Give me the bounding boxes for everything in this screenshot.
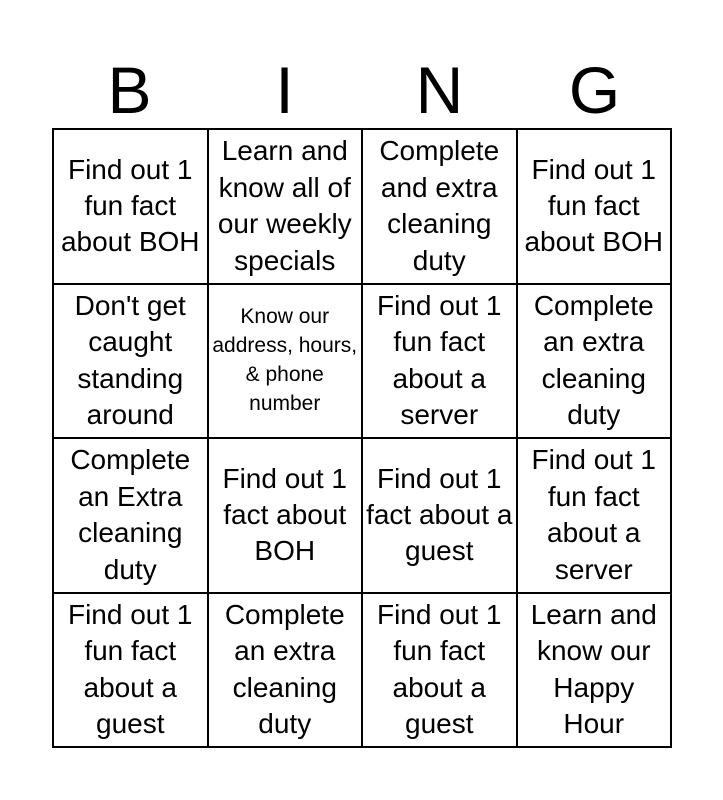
bingo-cell-text: Complete an Extra cleaning duty bbox=[70, 444, 191, 585]
bingo-cell-r3c1[interactable] bbox=[54, 439, 209, 594]
bingo-cell-r4c3[interactable] bbox=[363, 594, 518, 749]
bingo-cell-r4c1[interactable] bbox=[54, 594, 209, 749]
bingo-cell-text: Find out 1 fun fact about a guest bbox=[376, 598, 502, 740]
bingo-cell-r4c4[interactable] bbox=[518, 594, 673, 749]
bingo-cell-r2c3[interactable] bbox=[363, 285, 518, 440]
bingo-cell-text: Don't get caught standing around bbox=[74, 289, 186, 431]
bingo-cell-r1c1[interactable] bbox=[54, 130, 209, 285]
bingo-cell-r1c2[interactable] bbox=[209, 130, 364, 285]
header-letter-n: N bbox=[415, 53, 464, 127]
bingo-cell-text: Find out 1 fact about BOH bbox=[222, 462, 348, 567]
bingo-cell-r1c3[interactable] bbox=[363, 130, 518, 285]
bingo-cell-r2c2[interactable] bbox=[209, 285, 364, 440]
header-letter-g: G bbox=[568, 53, 621, 127]
bingo-cell-text: Complete and extra cleaning duty bbox=[379, 135, 500, 276]
header-letter-b: B bbox=[107, 53, 152, 127]
bingo-cell-text: Find out 1 fun fact about BOH bbox=[524, 153, 664, 258]
bingo-cell-text: Find out 1 fun fact about a guest bbox=[67, 598, 193, 740]
bingo-cell-text: Find out 1 fun fact about BOH bbox=[60, 153, 200, 258]
bingo-card bbox=[52, 128, 672, 748]
bingo-cell-r3c4[interactable] bbox=[518, 439, 673, 594]
bingo-cell-r3c3[interactable] bbox=[363, 439, 518, 594]
bingo-cell-r2c1[interactable] bbox=[54, 285, 209, 440]
bingo-header bbox=[52, 52, 672, 128]
bingo-cell-text: Learn and know all of our weekly specials bbox=[217, 135, 352, 276]
bingo-cell-r4c2[interactable] bbox=[209, 594, 364, 749]
header-letter-i: I bbox=[275, 53, 294, 127]
bingo-cell-r3c2[interactable] bbox=[209, 439, 364, 594]
bingo-cell-text: Learn and know our Happy Hour bbox=[530, 598, 657, 740]
bingo-cell-text: Find out 1 fun fact about a server bbox=[376, 289, 502, 431]
bingo-cell-r1c4[interactable] bbox=[518, 130, 673, 285]
bingo-cell-text: Complete an extra cleaning duty bbox=[533, 289, 654, 431]
bingo-cell-r2c4[interactable] bbox=[518, 285, 673, 440]
bingo-cell-text: Find out 1 fact about a guest bbox=[366, 462, 513, 567]
bingo-cell-text: Know our address, hours, & phone number bbox=[212, 304, 358, 415]
bingo-cell-text: Complete an extra cleaning duty bbox=[224, 598, 345, 740]
bingo-cell-text: Find out 1 fun fact about a server bbox=[531, 444, 657, 585]
